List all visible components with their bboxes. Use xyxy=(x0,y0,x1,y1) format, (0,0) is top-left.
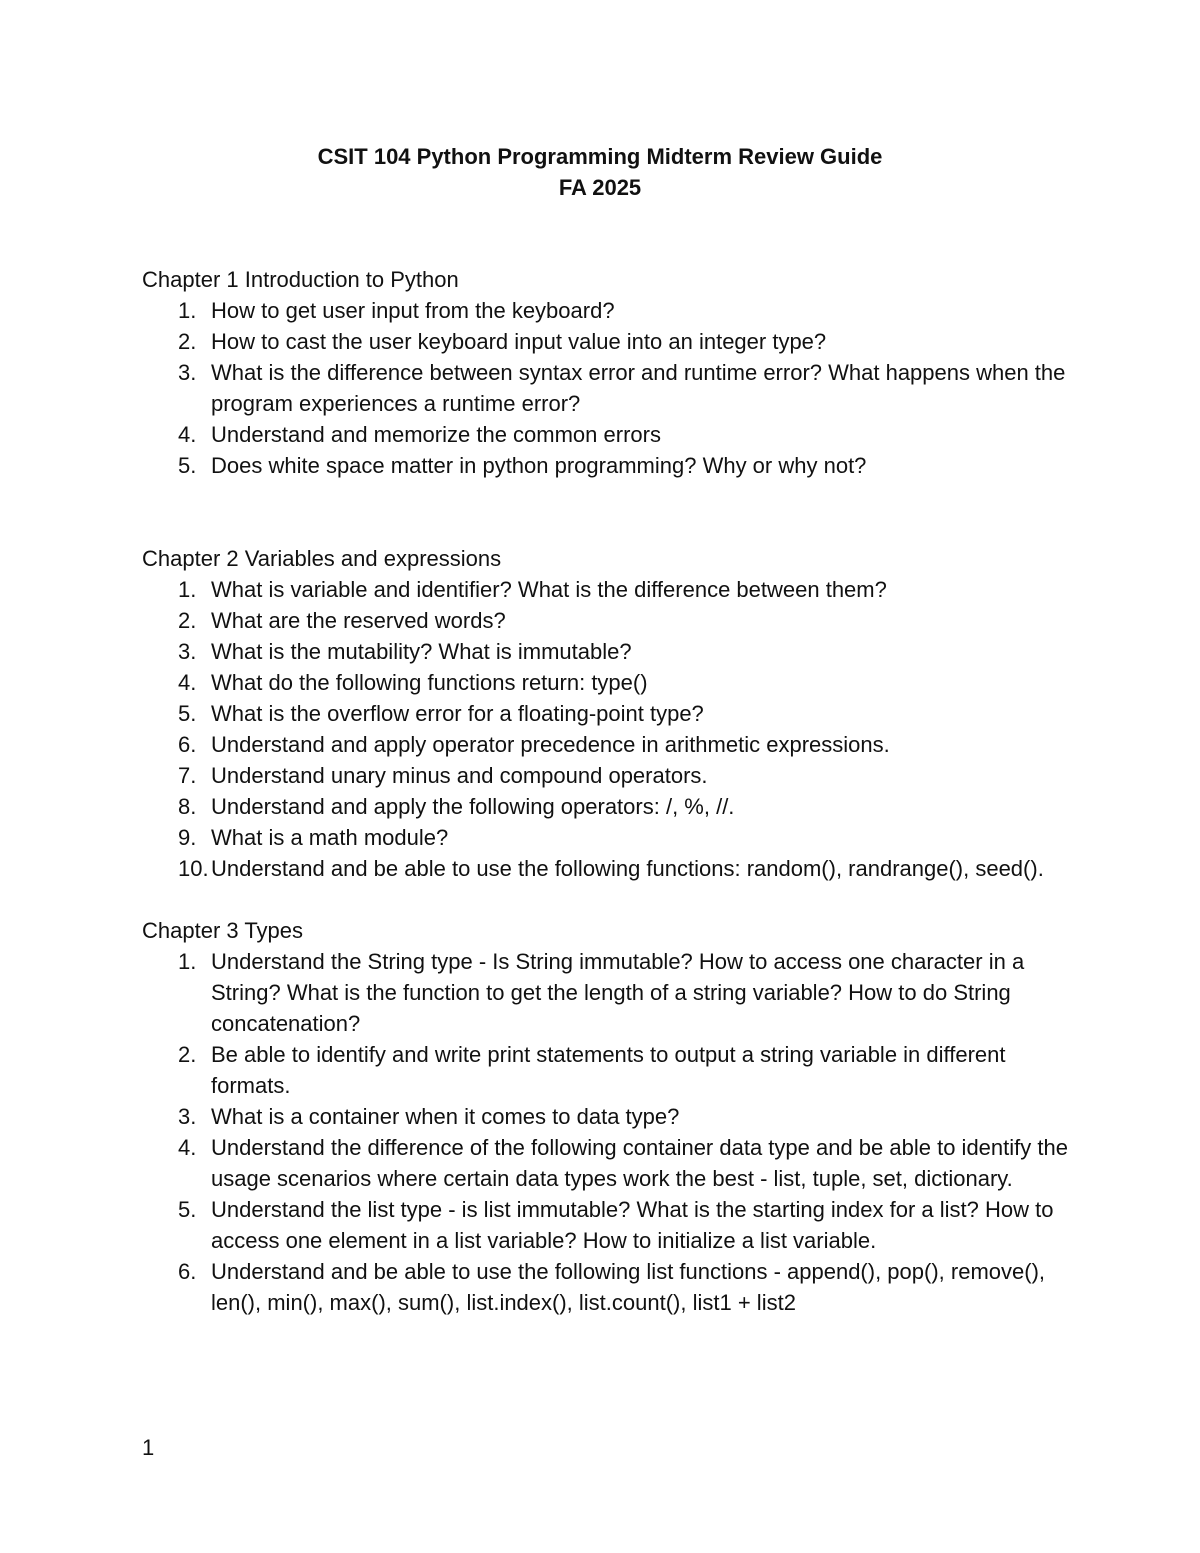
document-body xyxy=(142,264,1072,1318)
title-block xyxy=(0,141,1200,203)
chapter-2-section xyxy=(142,543,1072,884)
list-item xyxy=(142,636,1072,667)
list-item xyxy=(142,1256,1072,1318)
item-text: What are the reserved words? xyxy=(211,608,506,633)
list-item xyxy=(142,1132,1072,1194)
item-number: 2. xyxy=(178,608,197,633)
page-number: 1 xyxy=(142,1435,155,1460)
list-item xyxy=(142,357,1072,419)
item-number: 4. xyxy=(178,422,197,447)
item-text: What is the mutability? What is immutable? xyxy=(211,639,632,664)
item-number: 3. xyxy=(178,360,197,385)
item-text: Be able to identify and write print statements to output a string variable in different formats. xyxy=(211,1042,1006,1098)
list-item xyxy=(142,729,1072,760)
item-number: 1. xyxy=(178,577,197,602)
document-title: CSIT 104 Python Programming Midterm Review Guide xyxy=(317,144,883,169)
list-item xyxy=(142,605,1072,636)
item-number: 6. xyxy=(178,1259,197,1284)
list-item xyxy=(142,1039,1072,1101)
list-item xyxy=(142,326,1072,357)
list-item xyxy=(142,791,1072,822)
list-item xyxy=(142,450,1072,481)
item-number: 3. xyxy=(178,1104,197,1129)
list-item xyxy=(142,419,1072,450)
item-text: Understand the difference of the following container data type and be able to identify the usage scenarios where certain data types work the best - list, tuple, set, dictionary. xyxy=(211,1135,1068,1191)
list-item xyxy=(142,853,1072,884)
list-item xyxy=(142,698,1072,729)
item-text: Understand and be able to use the following functions: random(), randrange(), seed(). xyxy=(211,856,1044,881)
item-text: What do the following functions return: type() xyxy=(211,670,648,695)
item-text: How to get user input from the keyboard? xyxy=(211,298,615,323)
item-text: How to cast the user keyboard input value into an integer type? xyxy=(211,329,827,354)
item-text: Does white space matter in python programming? Why or why not? xyxy=(211,453,867,478)
item-number: 4. xyxy=(178,670,197,695)
chapter-2-question-list xyxy=(142,574,1072,884)
document-subtitle: FA 2025 xyxy=(558,175,642,200)
list-item xyxy=(142,667,1072,698)
item-text: Understand the list type - is list immutable? What is the starting index for a list? How to access one element in a list variable? How to initialize a list variable. xyxy=(211,1197,1054,1253)
item-number: 5. xyxy=(178,1197,197,1222)
item-text: What is variable and identifier? What is the difference between them? xyxy=(211,577,887,602)
chapter-3-section xyxy=(142,915,1072,1318)
item-number: 2. xyxy=(178,329,197,354)
item-text: What is a container when it comes to data type? xyxy=(211,1104,680,1129)
item-number: 5. xyxy=(178,701,197,726)
item-number: 4. xyxy=(178,1135,197,1160)
list-item xyxy=(142,822,1072,853)
item-text: Understand and apply the following operators: /, %, //. xyxy=(211,794,735,819)
chapter-heading: Chapter 2 Variables and expressions xyxy=(142,546,502,571)
list-item xyxy=(142,295,1072,326)
item-number: 5. xyxy=(178,453,197,478)
item-number: 7. xyxy=(178,763,197,788)
item-number: 10. xyxy=(178,856,209,881)
item-number: 2. xyxy=(178,1042,197,1067)
item-number: 9. xyxy=(178,825,197,850)
chapter-3-question-list xyxy=(142,946,1072,1318)
list-item xyxy=(142,1101,1072,1132)
chapter-heading: Chapter 1 Introduction to Python xyxy=(142,267,459,292)
item-text: What is the overflow error for a floating-point type? xyxy=(211,701,704,726)
list-item xyxy=(142,946,1072,1039)
item-text: What is a math module? xyxy=(211,825,449,850)
item-number: 6. xyxy=(178,732,197,757)
list-item xyxy=(142,760,1072,791)
item-number: 1. xyxy=(178,949,197,974)
chapter-1-section xyxy=(142,264,1072,481)
chapter-heading: Chapter 3 Types xyxy=(142,918,304,943)
item-text: Understand unary minus and compound operators. xyxy=(211,763,708,788)
item-text: Understand and apply operator precedence in arithmetic expressions. xyxy=(211,732,890,757)
item-text: What is the difference between syntax error and runtime error? What happens when the program experiences a runtime error? xyxy=(211,360,1066,416)
item-text: Understand the String type - Is String immutable? How to access one character in a String? What is the function to get the length of a string variable? How to do String concatenation? xyxy=(211,949,1025,1036)
chapter-1-question-list xyxy=(142,295,1072,481)
item-number: 8. xyxy=(178,794,197,819)
list-item xyxy=(142,574,1072,605)
list-item xyxy=(142,1194,1072,1256)
item-text: Understand and be able to use the following list functions - append(), pop(), remove(), len(), min(), max(), sum(), list.index(), list.count(), list1 + list2 xyxy=(211,1259,1046,1315)
item-number: 1. xyxy=(178,298,197,323)
item-number: 3. xyxy=(178,639,197,664)
item-text: Understand and memorize the common errors xyxy=(211,422,661,447)
